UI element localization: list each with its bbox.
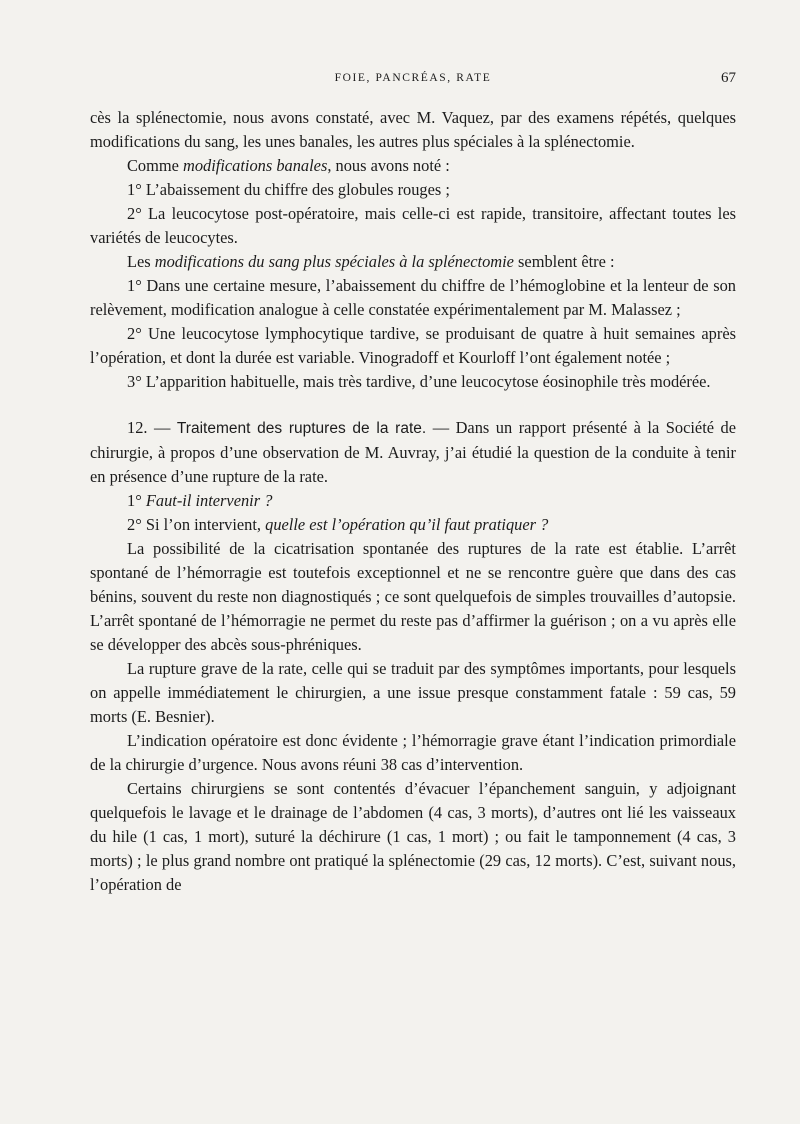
section-number: 12. —	[127, 418, 177, 437]
section-gap	[90, 394, 736, 416]
paragraph: cès la splénectomie, nous avons constaté, avec M. Vaquez, par des examens répétés, quelques modifications du sang, les unes banales, les autres plus spéciales à la splénectomie.	[90, 108, 736, 151]
section-title: Traitement des ruptures de la rate.	[176, 420, 427, 437]
paragraph: La rupture grave de la rate, celle qui se traduit par des symptômes importants, pour lesquels on appelle immédiatement le chirurgien, a une issue presque constamment fatale : 59 cas, 59 morts (E. Besnier).	[90, 659, 736, 726]
paragraph: Certains chirurgiens se sont contentés d’évacuer l’épanchement sanguin, y adjoignant quelquefois le lavage et le drainage de l’abdomen (4 cas, 3 morts), d’autres ont lié les vaisseaux du hile (1 cas, 1 mort), suturé la déchirure (1 cas, 1 mort) ; ou fait le tamponnement (4 cas, 3 morts) ; le plus grand nombre ont pratiqué la splénectomie (29 cas, 12 morts). C’est, suivant nous, l’opération de	[90, 779, 736, 894]
italic-text: modifications banales	[183, 156, 328, 175]
italic-text: Faut-il intervenir ?	[145, 491, 273, 510]
text-run: 1°	[127, 491, 146, 510]
text-run: — Dans un rapport présenté à la Société de chirurgie, à propos d’une observation de M. Auvray, j’ai étudié la question de la conduite à tenir en présence d’une rupture de la rate.	[90, 418, 736, 486]
paragraph	[90, 250, 736, 274]
section-paragraph	[90, 416, 736, 489]
running-head	[90, 70, 736, 94]
paragraph	[90, 154, 736, 178]
italic-text: modifications du sang plus spéciales à la splénectomie	[154, 252, 514, 271]
italic-text: quelle est l’opération qu’il faut pratiquer ?	[265, 515, 549, 534]
text-run: Les	[127, 252, 155, 271]
list-item: 1° L’abaissement du chiffre des globules rouges ;	[127, 180, 450, 199]
text-run: semblent être :	[513, 252, 615, 271]
page	[90, 70, 736, 897]
paragraph: L’indication opératoire est donc évidente ; l’hémorragie grave étant l’indication primordiale de la chirurgie d’urgence. Nous avons réuni 38 cas d’intervention.	[90, 731, 736, 774]
list-item: 2° Une leucocytose lymphocytique tardive, se produisant de quatre à huit semaines après l’opération, et dont la durée est variable. Vinogradoff et Kourloff l’ont également notée ;	[90, 324, 736, 367]
list-item: 1° Dans une certaine mesure, l’abaissement du chiffre de l’hémoglobine et la lenteur de son relèvement, modification analogue à celle constatée expérimentalement par M. Malassez ;	[90, 276, 736, 319]
running-head-title: FOIE, PANCRÉAS, RATE	[334, 72, 492, 84]
question-item	[90, 513, 736, 537]
text-run: 2° Si l’on intervient,	[127, 515, 266, 534]
list-item: 3° L’apparition habituelle, mais très tardive, d’une leucocytose éosinophile très modérée.	[127, 372, 711, 391]
text-run: Comme	[127, 156, 183, 175]
list-item: 2° La leucocytose post-opératoire, mais celle-ci est rapide, transitoire, affectant toutes les variétés de leucocytes.	[90, 204, 736, 247]
paragraph: La possibilité de la cicatrisation spontanée des ruptures de la rate est établie. L’arrêt spontané de l’hémorragie est toutefois exceptionnel et ne se rencontre guère que dans des cas bénins, souvent du reste non diagnostiqués ; ce sont quelquefois de simples trouvailles d’autopsie. L’arrêt spontané de l’hémorragie ne permet du reste pas d’affirmer la guérison ; on a vu après elle se développer des abcès sous-phréniques.	[90, 539, 736, 654]
text-run: , nous avons noté :	[327, 156, 450, 175]
page-number: 67	[721, 70, 736, 86]
question-item	[90, 489, 736, 513]
